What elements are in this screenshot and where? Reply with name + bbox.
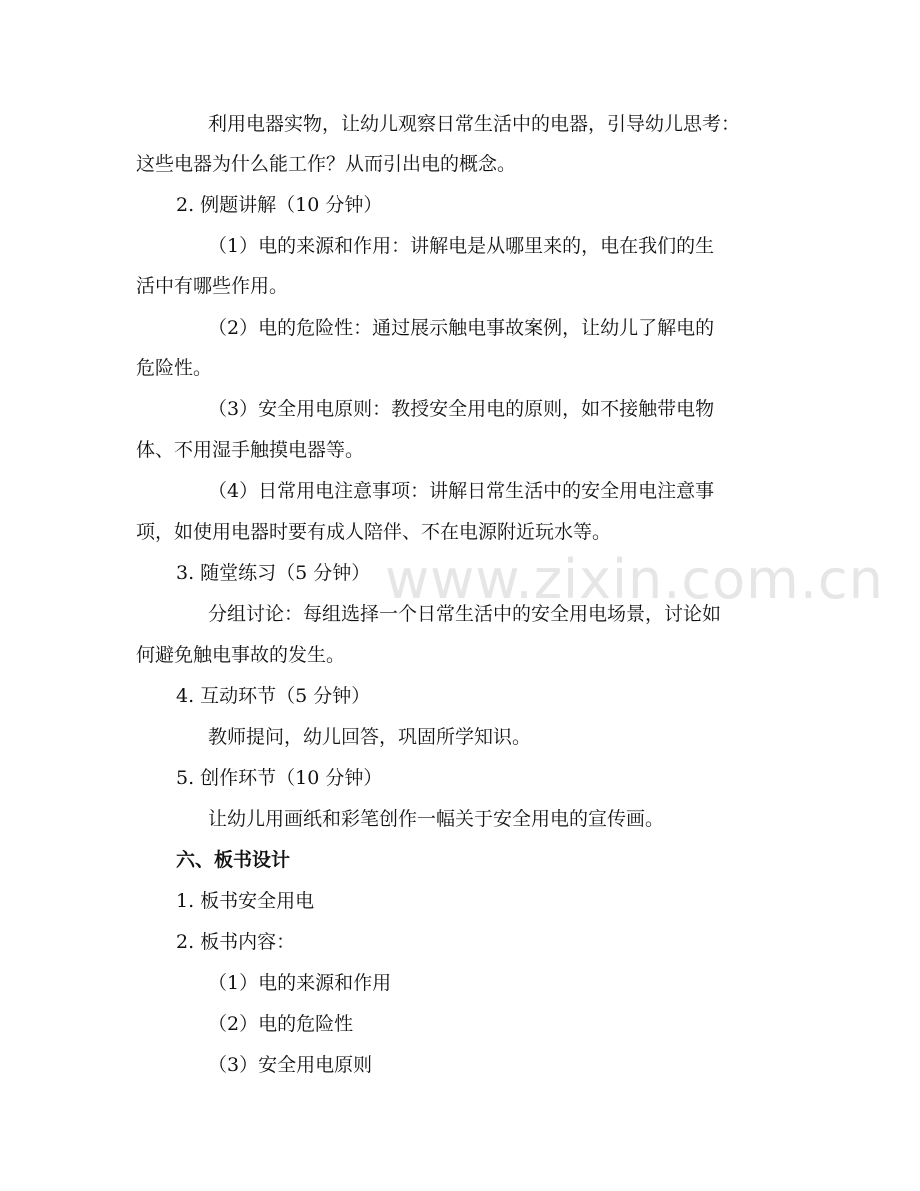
paragraph-line: 利用电器实物，让幼儿观察日常生活中的电器，引导幼儿思考：	[208, 113, 741, 135]
sub-item-line: 体、不用湿手触摸电器等。	[136, 439, 365, 461]
paragraph-line: 让幼儿用画纸和彩笔创作一幅关于安全用电的宣传画。	[208, 808, 665, 830]
watermark: www.zixin.com.cn	[385, 548, 884, 611]
paragraph-line: 何避免触电事故的发生。	[136, 644, 346, 666]
sub-item-line: （1）电的来源和作用	[208, 972, 392, 994]
section-item: 2. 板书内容：	[176, 931, 296, 953]
section-item: 4. 互动环节（5 分钟）	[176, 685, 371, 707]
section-item: 1. 板书安全用电	[176, 890, 315, 912]
sub-item-line: 活中有哪些作用。	[136, 275, 289, 297]
sub-item-line: （3）安全用电原则	[208, 1054, 373, 1076]
sub-item-line: 项，如使用电器时要有成人陪伴、不在电源附近玩水等。	[136, 521, 612, 543]
paragraph-line: 分组讨论：每组选择一个日常生活中的安全用电场景，讨论如	[208, 603, 722, 625]
paragraph-line: 这些电器为什么能工作？从而引出电的概念。	[136, 153, 517, 175]
section-item: 3. 随堂练习（5 分钟）	[176, 562, 371, 584]
section-item: 2. 例题讲解（10 分钟）	[176, 194, 383, 216]
sub-item-line: （2）电的危险性：通过展示触电事故案例，让幼儿了解电的	[208, 317, 715, 339]
section-heading: 六、板书设计	[176, 849, 291, 871]
sub-item-line: （3）安全用电原则：教授安全用电的原则，如不接触带电物	[208, 398, 715, 420]
sub-item-line: （2）电的危险性	[208, 1013, 354, 1035]
sub-item-line: 危险性。	[136, 357, 213, 379]
sub-item-line: （1）电的来源和作用：讲解电是从哪里来的，电在我们的生	[208, 235, 715, 257]
section-item: 5. 创作环节（10 分钟）	[176, 767, 383, 789]
paragraph-line: 教师提问，幼儿回答，巩固所学知识。	[208, 726, 532, 748]
sub-item-line: （4）日常用电注意事项：讲解日常生活中的安全用电注意事	[208, 480, 715, 502]
